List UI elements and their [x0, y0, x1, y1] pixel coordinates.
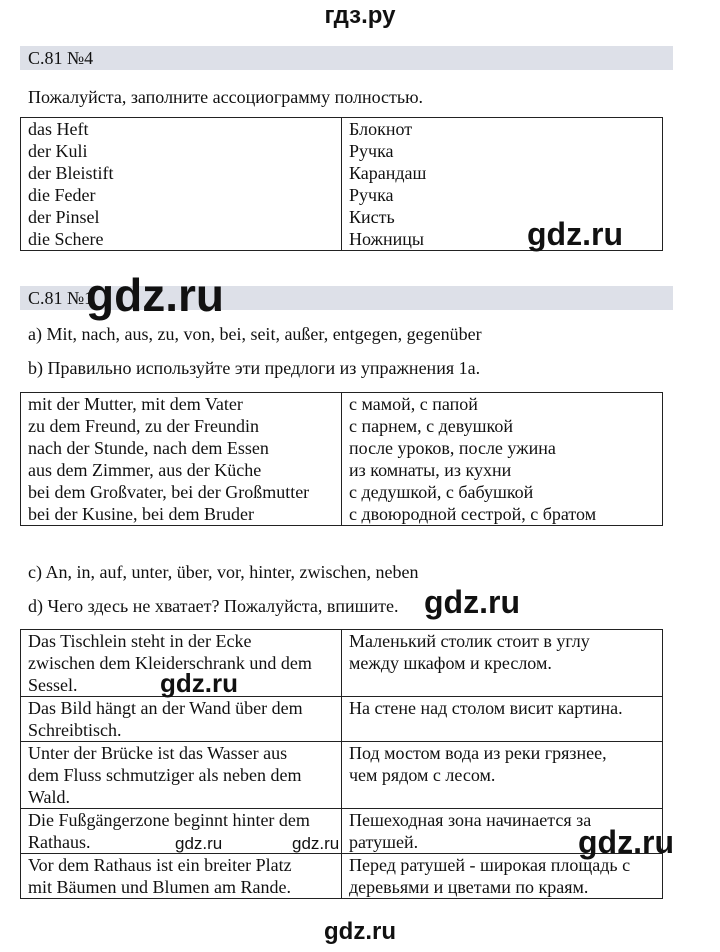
sentence-line: Маленький столик стоит в углу [349, 631, 590, 651]
sentence-line: На стене над столом висит картина. [349, 698, 623, 718]
sentence-line: Под мостом вода из реки грязнее, [349, 743, 607, 763]
german-word: die Schere [28, 229, 104, 249]
watermark: gdz.ru [86, 269, 224, 321]
russian-sentence [342, 630, 663, 697]
site-title: гдз.ру [324, 2, 396, 29]
sentence-line: между шкафом и креслом. [349, 653, 552, 673]
sentence-line: ратушей. [349, 832, 419, 852]
german-word: der Pinsel [28, 207, 100, 227]
german-word: der Kuli [28, 141, 88, 161]
table-row [21, 630, 663, 697]
russian-phrase: с парнем, с девушкой [349, 416, 513, 436]
german-phrase: bei dem Großvater, bei der Großmutter [28, 482, 310, 502]
german-sentence [21, 697, 342, 742]
sentence-line: Rathaus. [28, 832, 91, 852]
russian-word: Ручка [349, 185, 394, 205]
sentence-line: Die Fußgängerzone beginnt hinter dem [28, 810, 310, 830]
russian-phrase: с мамой, с папой [349, 394, 478, 414]
sentences-table [20, 629, 663, 899]
watermark: gdz.ru [160, 668, 238, 698]
section1-header: С.81 №4 [20, 46, 673, 70]
sentence-line: Пешеходная зона начинается за [349, 810, 592, 830]
table-row [21, 393, 663, 526]
watermark: gdz.ru [292, 834, 340, 853]
russian-phrase: с дедушкой, с бабушкой [349, 482, 534, 502]
sentence-line: чем рядом с лесом. [349, 765, 496, 785]
section1-instruction: Пожалуйста, заполните ассоциограмму полностью. [28, 87, 424, 107]
german-sentence [21, 854, 342, 899]
german-word: der Bleistift [28, 163, 114, 183]
sentence-line: dem Fluss schmutziger als neben dem [28, 765, 302, 785]
sentence-line: Sessel. [28, 675, 78, 695]
watermark: gdz.ru [424, 584, 520, 620]
sentence-line: Das Tischlein steht in der Ecke [28, 631, 252, 651]
russian-word: Кисть [349, 207, 395, 227]
footer-watermark: gdz.ru [324, 918, 396, 945]
german-column [21, 393, 342, 526]
german-phrase: mit der Mutter, mit dem Vater [28, 394, 243, 414]
prepositions-table [20, 392, 663, 526]
task-b: b) Правильно используйте эти предлоги из упражнения 1a. [28, 358, 481, 378]
russian-phrase: с двоюродной сестрой, с братом [349, 504, 597, 524]
german-sentence [21, 742, 342, 809]
russian-word: Ножницы [349, 229, 424, 249]
sentence-line: mit Bäumen und Blumen am Rande. [28, 877, 291, 897]
russian-sentence [342, 697, 663, 742]
sentence-line: Vor dem Rathaus ist ein breiter Platz [28, 855, 292, 875]
sentence-line: Das Bild hängt an der Wand über dem [28, 698, 303, 718]
sentence-line: Wald. [28, 787, 71, 807]
watermark: gdz.ru [578, 824, 674, 860]
table-row [21, 697, 663, 742]
section2-header: С.81 №1 [20, 286, 673, 310]
german-word: das Heft [28, 119, 89, 139]
german-phrase: bei der Kusine, bei dem Bruder [28, 504, 254, 524]
russian-word: Ручка [349, 141, 394, 161]
russian-column [342, 393, 663, 526]
russian-phrase: после уроков, после ужина [349, 438, 556, 458]
sentence-line: Перед ратушей - широкая площадь с [349, 855, 631, 875]
german-column [21, 118, 342, 251]
german-phrase: aus dem Zimmer, aus der Küche [28, 460, 262, 480]
watermark: gdz.ru [175, 834, 223, 853]
russian-word: Блокнот [349, 119, 413, 139]
watermark: gdz.ru [527, 216, 623, 252]
table-row [21, 742, 663, 809]
sentence-line: Unter der Brücke ist das Wasser aus [28, 743, 288, 763]
table-row [21, 854, 663, 899]
task-c: c) An, in, auf, unter, über, vor, hinter, zwischen, neben [28, 562, 419, 582]
german-word: die Feder [28, 185, 96, 205]
task-d: d) Чего здесь не хватает? Пожалуйста, впишите. [28, 596, 399, 616]
russian-phrase: из комнаты, из кухни [349, 460, 512, 480]
table-row [21, 809, 663, 854]
russian-sentence [342, 742, 663, 809]
russian-word: Карандаш [349, 163, 427, 183]
sentence-line: деревьями и цветами по краям. [349, 877, 589, 897]
sentence-line: Schreibtisch. [28, 720, 122, 740]
sentence-line: zwischen dem Kleiderschrank und dem [28, 653, 312, 673]
task-a: a) Mit, nach, aus, zu, von, bei, seit, außer, entgegen, gegenüber [28, 324, 482, 344]
german-phrase: nach der Stunde, nach dem Essen [28, 438, 269, 458]
german-phrase: zu dem Freund, zu der Freundin [28, 416, 259, 436]
